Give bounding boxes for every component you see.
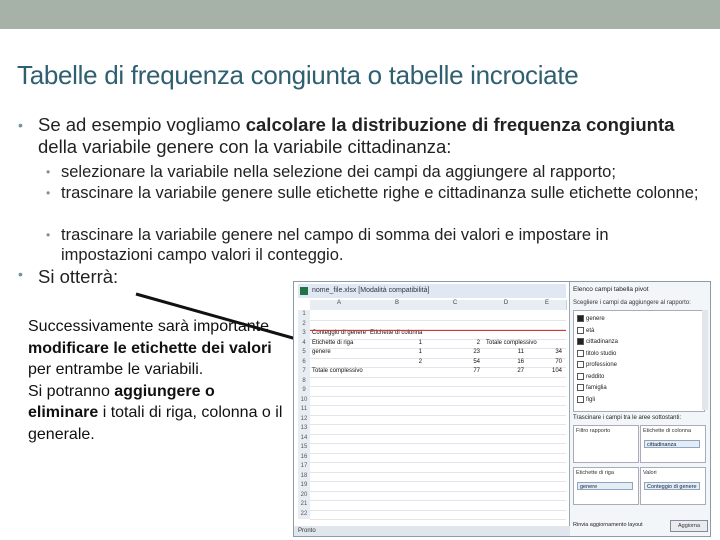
pivot-field-3[interactable] <box>577 350 616 357</box>
table-cell[interactable]: 27 <box>517 368 524 374</box>
table-cell[interactable]: 1 <box>418 349 422 355</box>
bullet-result <box>20 266 118 288</box>
grid-line <box>310 377 566 378</box>
grid-line <box>310 472 566 473</box>
table-cell[interactable]: 54 <box>473 358 480 365</box>
bullet-intro-suffix: della variabile genere con la variabile cittadinanza: <box>38 136 452 157</box>
table-cell[interactable]: 2 <box>476 339 480 346</box>
row-header[interactable]: 3 <box>298 329 310 339</box>
grid-line <box>310 453 566 454</box>
bullet-marker: • <box>46 165 51 179</box>
checkbox[interactable] <box>577 315 584 322</box>
selection-border <box>310 330 566 331</box>
excel-icon <box>300 287 308 295</box>
table-cell[interactable]: Totale complessivo <box>312 368 363 374</box>
row-header[interactable]: 22 <box>298 510 310 520</box>
row-header[interactable]: 13 <box>298 424 310 434</box>
row-header[interactable]: 2 <box>298 320 310 330</box>
grid-line <box>310 481 566 482</box>
column-header[interactable]: B <box>368 300 427 310</box>
pivot-field-5[interactable] <box>577 373 604 380</box>
pivot-panel-title: Elenco campi tabella pivot <box>573 286 649 293</box>
row-header[interactable]: 15 <box>298 443 310 453</box>
pivot-area-columns[interactable] <box>640 425 706 463</box>
table-cell[interactable]: 1 <box>418 339 422 346</box>
spreadsheet-grid[interactable] <box>298 300 566 528</box>
column-header[interactable]: C <box>426 300 485 310</box>
grid-line <box>310 386 566 387</box>
bullet-marker: • <box>46 186 51 200</box>
row-header[interactable]: 20 <box>298 491 310 501</box>
table-cell[interactable]: 23 <box>473 349 480 355</box>
pivot-field-label: cittadinanza <box>586 339 619 346</box>
bullet-marker: • <box>46 228 51 242</box>
row-header[interactable]: 9 <box>298 386 310 396</box>
bullet-marker: • <box>18 117 23 133</box>
pivot-area-values[interactable] <box>640 467 706 505</box>
row-header[interactable]: 10 <box>298 396 310 406</box>
excel-window <box>294 282 570 536</box>
column-header[interactable]: A <box>310 300 369 310</box>
row-header[interactable]: 8 <box>298 377 310 387</box>
pivot-field-list[interactable] <box>573 310 705 412</box>
pivot-area-item[interactable]: genere <box>577 482 633 490</box>
pivot-panel-subtitle: Scegliere i campi da aggiungere al rapporto: <box>573 300 691 306</box>
pivot-area-filter[interactable] <box>573 425 639 463</box>
bullet-marker: • <box>18 266 23 282</box>
pivot-field-4[interactable] <box>577 361 617 368</box>
note-part: i totali di riga, colonna o il generale. <box>28 404 283 443</box>
pivot-area-item[interactable]: Conteggio di genere <box>644 482 700 490</box>
table-cell[interactable]: Etichette di colonna <box>370 330 423 336</box>
table-cell[interactable]: 104 <box>551 368 562 374</box>
checkbox[interactable] <box>577 373 584 380</box>
note-part: Successivamente sarà importante <box>28 318 269 335</box>
pivot-list-scrollbar[interactable] <box>702 310 708 410</box>
pivot-field-6[interactable] <box>577 384 607 391</box>
checkbox[interactable] <box>577 327 584 334</box>
pivot-field-label: reddito <box>586 373 605 380</box>
row-header[interactable]: 4 <box>298 339 310 349</box>
bullet-result-text: Si otterrà: <box>38 266 119 287</box>
pivot-area-rows[interactable] <box>573 467 639 505</box>
subbullet-2 <box>46 183 700 203</box>
pivot-field-0[interactable] <box>577 315 605 322</box>
grid-line <box>310 462 566 463</box>
subbullet-text: trascinare la variabile genere sulle etichette righe e cittadinanza sulle etichette colonne; <box>61 184 699 202</box>
pivot-area-label: Filtro rapporto <box>576 428 611 434</box>
checkbox[interactable] <box>577 338 584 345</box>
grid-line <box>310 519 566 520</box>
note-part: per entrambe le variabili. <box>28 361 204 379</box>
note-part: Si potranno <box>28 382 115 400</box>
grid-line <box>310 320 566 321</box>
grid-line <box>310 405 566 406</box>
subbullet-3 <box>46 225 700 265</box>
pivot-field-2[interactable] <box>577 338 618 345</box>
table-cell[interactable]: 77 <box>473 368 480 374</box>
checkbox[interactable] <box>577 361 584 368</box>
table-cell[interactable]: 11 <box>517 349 524 355</box>
pivot-field-label: famiglia <box>586 385 607 392</box>
pivot-field-list-panel <box>570 282 710 536</box>
subbullet-1 <box>46 162 700 182</box>
top-bar <box>0 0 720 29</box>
bullet-intro-bold: calcolare la distribuzione di frequenza congiunta <box>245 114 675 135</box>
row-header[interactable]: 11 <box>298 405 310 415</box>
row-header[interactable]: 18 <box>298 472 310 482</box>
note-bold: modificare le etichette dei valori <box>28 339 272 357</box>
pivot-field-label: età <box>586 327 595 334</box>
pivot-area-label: Valori <box>643 470 657 476</box>
table-cell[interactable]: genere <box>312 349 331 355</box>
table-cell[interactable]: Etichette di riga <box>312 339 354 346</box>
grid-line <box>310 434 566 435</box>
pivot-field-label: genere <box>586 316 605 323</box>
pivot-area-label: Etichette di riga <box>576 470 614 476</box>
table-cell[interactable]: Conteggio di genere <box>312 330 367 336</box>
row-header[interactable]: 12 <box>298 415 310 425</box>
pivot-area-item[interactable]: cittadinanza <box>644 440 700 448</box>
checkbox[interactable] <box>577 350 584 357</box>
pivot-field-label: figli <box>586 396 596 403</box>
grid-line <box>310 443 566 444</box>
row-header[interactable]: 21 <box>298 500 310 510</box>
note-bold: aggiungere o eliminare <box>28 382 215 422</box>
excel-screenshot <box>293 281 711 537</box>
checkbox[interactable] <box>577 384 584 391</box>
table-cell[interactable]: Totale complessivo <box>486 339 537 346</box>
table-cell[interactable]: 2 <box>418 358 422 365</box>
excel-window-title: nome_file.xlsx [Modalità compatibilità] <box>312 287 430 294</box>
defer-update-checkbox[interactable] <box>573 522 643 528</box>
row-header[interactable]: 16 <box>298 453 310 463</box>
slide-title: Tabelle di frequenza congiunta o tabelle incrociate <box>17 60 579 90</box>
defer-update-label: Rinvia aggiornamento layout <box>573 522 643 528</box>
pivot-field-1[interactable] <box>577 327 594 334</box>
grid-line <box>310 500 566 501</box>
bullet-intro-text <box>20 114 710 158</box>
update-button[interactable]: Aggiorna <box>670 520 708 532</box>
pivot-drag-label: Trascinare i campi tra le aree sottostanti: <box>573 415 682 421</box>
grid-line <box>310 415 566 416</box>
table-cell[interactable]: 70 <box>555 358 562 365</box>
column-header[interactable]: E <box>528 300 567 310</box>
row-header[interactable]: 6 <box>298 358 310 368</box>
grid-line <box>310 424 566 425</box>
table-cell[interactable]: 34 <box>555 349 562 355</box>
excel-status-bar: Pronto <box>294 526 573 536</box>
column-header[interactable]: D <box>484 300 529 310</box>
pivot-field-label: titolo studio <box>586 350 617 357</box>
pivot-field-label: professione <box>586 362 618 369</box>
grid-line <box>310 396 566 397</box>
grid-line <box>310 510 566 511</box>
checkbox[interactable] <box>577 396 584 403</box>
row-header[interactable]: 17 <box>298 462 310 472</box>
grid-line <box>310 491 566 492</box>
subbullet-text: selezionare la variabile nella selezione dei campi da aggiungere al rapporto; <box>61 163 616 181</box>
row-header[interactable]: 5 <box>298 348 310 358</box>
row-header[interactable]: 1 <box>298 310 310 320</box>
row-header[interactable]: 19 <box>298 481 310 491</box>
row-header[interactable]: 7 <box>298 367 310 377</box>
row-header[interactable]: 14 <box>298 434 310 444</box>
pointer-arrow-icon <box>130 288 320 358</box>
subbullet-text: trascinare la variabile genere nel campo di somma dei valori e impostare in impostazioni campo valori il conteggio. <box>61 226 609 264</box>
bullet-intro <box>20 114 710 158</box>
excel-title-bar <box>298 284 566 298</box>
pivot-field-7[interactable] <box>577 396 595 403</box>
table-cell[interactable]: 16 <box>517 358 524 365</box>
bullet-intro-prefix: Se ad esempio vogliamo <box>38 114 246 135</box>
pivot-area-label: Etichette di colonna <box>643 428 692 434</box>
